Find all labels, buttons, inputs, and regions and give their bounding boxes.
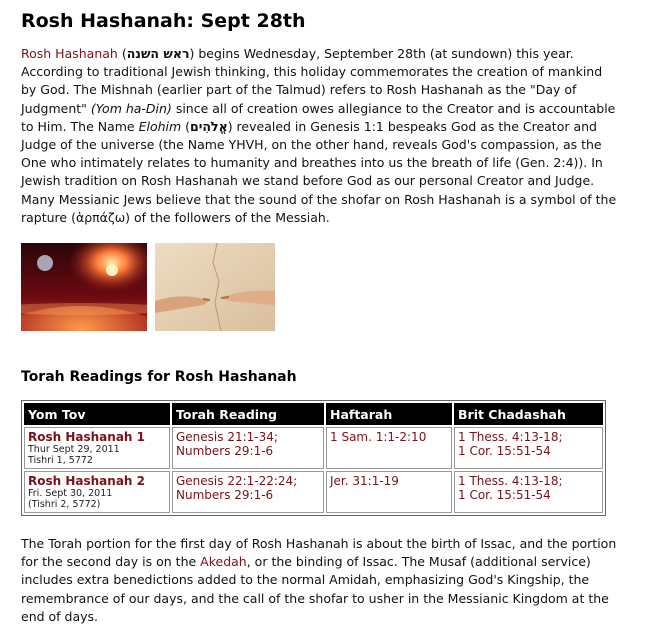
brit-chadashah-link[interactable]: 1 Thess. 4:13-18;: [458, 430, 563, 444]
torah-reading-link[interactable]: Numbers 29:1-6: [176, 488, 274, 502]
hebrew-elohim: אֱלֹהִים: [190, 118, 228, 134]
table-row: [24, 427, 603, 469]
brit-chadashah-cell: [454, 427, 603, 469]
torah-readings-table: [21, 400, 606, 516]
torah-reading-cell: [172, 427, 324, 469]
torah-reading-link[interactable]: Genesis 21:1-34;: [176, 430, 278, 444]
intro-paragraph: Rosh Hashanah (ראש השנה) begins Wednesday, September 28th (at sundown) this year. According to traditional Jewish thinking, this holiday commemorates the creation of mankind by God. The Mishnah (earlier part of the Talmud) refers to Rosh Hashanah as the "Day of Judgment" (Yom ha-Din) since all of creation owes allegiance to the Creator and is accountable to Him. The Name Elohim (אֱלֹהִים) revealed in Genesis 1:1 bespeaks God as the Creator and Judge of the universe (the Name YHVH, on the other hand, reveals God's compassion, as the One who intimately relates to humanity and breathes into us the breath of life (Gen. 2:4)). In Jewish tradition on Rosh Hashanah we stand before God as our personal Creator and Judge. Many Messianic Jews believe that the sound of the shofar on Rosh Hashanah is a symbol of the rapture (ἁρπάζω) of the followers of the Messiah.: [21, 46, 617, 225]
hebrew-rosh-hashanah: ראש השנה: [126, 46, 190, 61]
gregorian-date: Fri. Sept 30, 2011: [28, 488, 113, 499]
torah-reading-cell: [172, 471, 324, 513]
haftarah-link[interactable]: 1 Sam. 1:1-2:10: [330, 430, 427, 444]
cosmic-sunrise-image: [21, 243, 147, 331]
yom-tov-cell: [24, 427, 170, 469]
header-haftarah: Haftarah: [326, 403, 452, 425]
table-row: [24, 471, 603, 513]
haftarah-link[interactable]: Jer. 31:1-19: [330, 474, 399, 488]
akedah-link[interactable]: Akedah: [200, 554, 247, 570]
header-brit-chadashah: Brit Chadashah: [454, 403, 603, 425]
gregorian-date: Thur Sept 29, 2011: [28, 444, 120, 455]
brit-chadashah-link[interactable]: 1 Cor. 15:51-54: [458, 488, 551, 502]
brit-chadashah-link[interactable]: 1 Thess. 4:13-18;: [458, 474, 563, 488]
yom-tov-cell: [24, 471, 170, 513]
outro-text-2: , or the binding of Issac. The Musaf (additional service) includes extra benedictions added to the normal Amidah, emphasizing God's Kingship, the remembrance of our days, and the call of the shofar to usher in the Messianic Kingdom at the end of days.: [21, 554, 609, 624]
intro-text-2: since all of creation owes allegiance to the Creator and is accountable to Him. The Name: [21, 100, 616, 134]
page-title: Rosh Hashanah: Sept 28th: [21, 10, 306, 32]
haftarah-cell: [326, 427, 452, 469]
elohim-text: Elohim: [138, 118, 182, 134]
day-name[interactable]: Rosh Hashanah 2: [28, 474, 145, 488]
haftarah-cell: [326, 471, 452, 513]
brit-chadashah-link[interactable]: 1 Cor. 15:51-54: [458, 444, 551, 458]
hebrew-date: Tishri 1, 5772: [28, 455, 93, 466]
intro-text-3: revealed in Genesis 1:1 bespeaks God as the Creator and Judge of the universe (the Name YHVH, on the other hand, reveals God's compassion, as the One who intimately relates to humanity and breathes into us the breath of life (Gen. 2:4)). In Jewish tradition on Rosh Hashanah we stand before God as our personal Creator and Judge. Many Messianic Jews believe that the sound of the shofar on Rosh Hashanah is a symbol of the rapture (ἁρπάζω) of the followers of the Messiah.: [21, 118, 617, 225]
yom-hadin-text: (Yom ha-Din): [90, 100, 172, 116]
torah-readings-heading: Torah Readings for Rosh Hashanah: [21, 369, 297, 385]
torah-reading-link[interactable]: Numbers 29:1-6: [176, 444, 274, 458]
intro-text-1: begins Wednesday, September 28th (at sundown) this year. According to traditional Jewish thinking, this holiday commemorates the creation of mankind by God. The Mishnah (earlier part of the Talmud) refers to Rosh Hashanah as the "Day of Judgment": [21, 46, 603, 116]
day-name[interactable]: Rosh Hashanah 1: [28, 430, 145, 444]
creation-of-adam-hands-image: [155, 243, 281, 331]
brit-chadashah-cell: [454, 471, 603, 513]
outro-paragraph: [21, 535, 621, 626]
rosh-hashanah-link[interactable]: Rosh Hashanah: [21, 46, 118, 61]
table-header-row: [24, 403, 603, 425]
header-torah-reading: Torah Reading: [172, 403, 324, 425]
torah-reading-link[interactable]: Genesis 22:1-22:24;: [176, 474, 298, 488]
hebrew-date: (Tishri 2, 5772): [28, 499, 101, 510]
header-yom-tov: Yom Tov: [24, 403, 170, 425]
outro-text-1: The Torah portion for the first day of Rosh Hashanah is about the birth of Issac, and the portion for the second day is on the: [21, 536, 617, 570]
